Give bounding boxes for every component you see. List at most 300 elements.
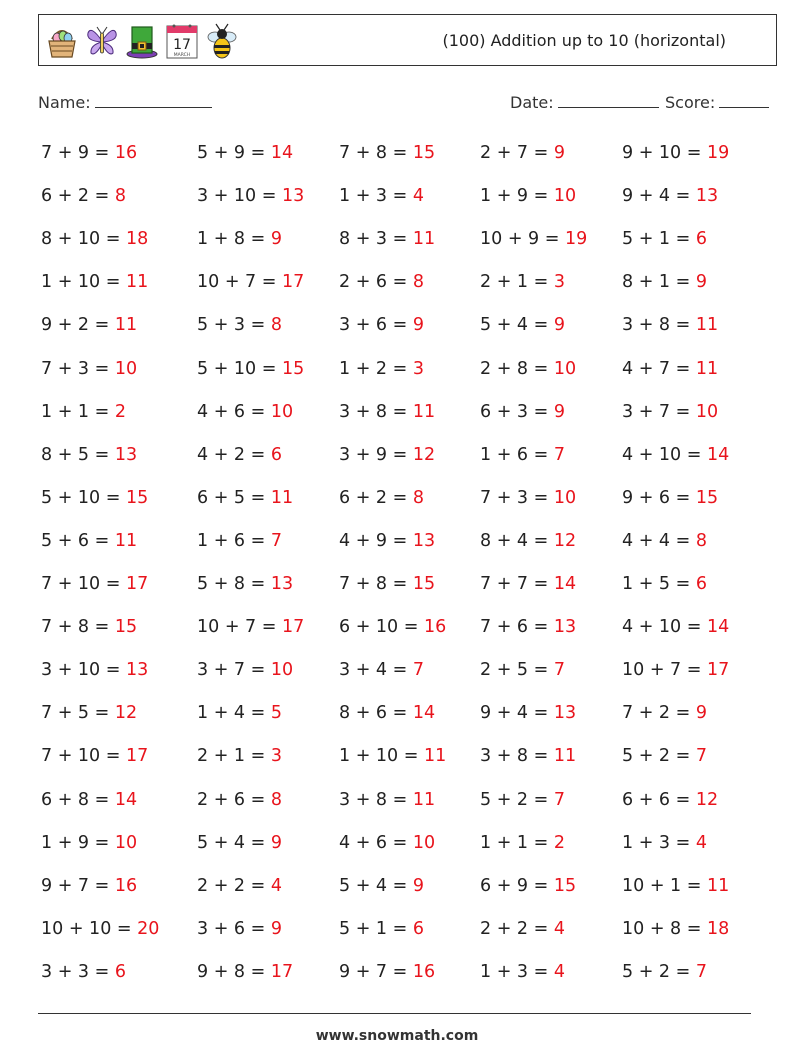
problem-answer: 15 bbox=[114, 617, 138, 638]
problem-answer: 8 bbox=[270, 315, 283, 336]
problem-answer: 4 bbox=[412, 186, 425, 207]
problem-answer: 9 bbox=[270, 832, 283, 853]
problem-answer: 16 bbox=[114, 875, 138, 896]
problem-question: 8 + 10 = bbox=[41, 229, 121, 250]
problem-question: 1 + 3 = bbox=[622, 832, 691, 853]
problem-answer: 14 bbox=[114, 789, 138, 810]
problem-item bbox=[622, 660, 729, 680]
problem-item bbox=[480, 143, 565, 163]
problem-question: 3 + 7 = bbox=[197, 660, 266, 681]
problem-answer: 10 bbox=[553, 186, 577, 207]
problem-item bbox=[480, 488, 576, 508]
problem-item bbox=[339, 488, 424, 508]
problem-item bbox=[197, 445, 282, 465]
problem-answer: 16 bbox=[424, 617, 447, 638]
problem-question: 5 + 1 = bbox=[622, 229, 691, 250]
problem-answer: 13 bbox=[270, 574, 294, 594]
problem-item bbox=[41, 703, 137, 723]
problem-question: 7 + 10 = bbox=[41, 574, 121, 594]
problem-item bbox=[622, 445, 729, 465]
name-label: Name: bbox=[38, 93, 91, 112]
problem-answer: 15 bbox=[282, 358, 305, 379]
problem-answer: 7 bbox=[412, 660, 425, 681]
problem-question: 3 + 8 = bbox=[339, 401, 408, 422]
problem-item bbox=[480, 229, 587, 249]
problem-answer: 13 bbox=[553, 617, 577, 638]
easter-basket-icon bbox=[45, 21, 79, 61]
leprechaun-hat-icon bbox=[125, 21, 159, 61]
problem-answer: 3 bbox=[270, 746, 283, 767]
problem-answer: 13 bbox=[695, 186, 719, 207]
problem-item bbox=[622, 315, 718, 335]
problem-answer: 18 bbox=[126, 229, 149, 250]
problem-answer: 11 bbox=[114, 315, 138, 336]
problem-item bbox=[480, 574, 576, 594]
problem-answer: 6 bbox=[270, 444, 283, 465]
problem-answer: 8 bbox=[114, 186, 127, 207]
problem-answer: 10 bbox=[270, 660, 294, 681]
problem-answer: 11 bbox=[553, 746, 577, 767]
problem-question: 5 + 10 = bbox=[41, 487, 121, 508]
problem-item bbox=[41, 574, 148, 594]
problem-answer: 13 bbox=[412, 530, 436, 551]
problem-item bbox=[339, 919, 424, 939]
problem-answer: 17 bbox=[270, 961, 294, 982]
problem-item bbox=[480, 272, 565, 292]
problem-answer: 17 bbox=[282, 617, 305, 638]
problem-answer: 11 bbox=[707, 875, 730, 896]
problem-item bbox=[197, 833, 282, 853]
problem-answer: 15 bbox=[126, 487, 149, 508]
problem-question: 8 + 6 = bbox=[339, 703, 408, 724]
problem-item bbox=[41, 876, 137, 896]
header-icons bbox=[45, 21, 239, 61]
problem-answer: 10 bbox=[553, 358, 577, 379]
problem-item bbox=[339, 790, 435, 810]
problem-question: 1 + 9 = bbox=[41, 832, 110, 853]
problem-answer: 8 bbox=[695, 530, 708, 551]
problem-question: 2 + 2 = bbox=[480, 918, 549, 939]
problem-item bbox=[622, 617, 729, 637]
problem-item bbox=[622, 833, 707, 853]
problem-answer: 3 bbox=[553, 272, 566, 293]
problem-question: 3 + 3 = bbox=[41, 961, 110, 982]
calendar-icon bbox=[165, 21, 199, 61]
problem-question: 3 + 8 = bbox=[480, 746, 549, 767]
problem-item bbox=[339, 445, 435, 465]
problem-item bbox=[622, 143, 729, 163]
problem-item bbox=[41, 660, 148, 680]
problem-question: 4 + 10 = bbox=[622, 444, 702, 465]
problem-item bbox=[41, 617, 137, 637]
name-blank-line[interactable] bbox=[95, 92, 212, 108]
problem-item bbox=[480, 531, 576, 551]
date-label: Date: bbox=[510, 93, 554, 112]
problem-answer: 10 bbox=[412, 832, 436, 853]
problem-item bbox=[339, 617, 446, 637]
problem-question: 5 + 3 = bbox=[197, 315, 266, 336]
problem-answer: 6 bbox=[114, 961, 127, 982]
problem-question: 6 + 2 = bbox=[41, 186, 110, 207]
problem-question: 10 + 1 = bbox=[622, 875, 702, 896]
problem-item bbox=[480, 660, 565, 680]
problem-question: 1 + 10 = bbox=[339, 746, 419, 767]
problem-question: 5 + 1 = bbox=[339, 918, 408, 939]
problem-question: 7 + 8 = bbox=[339, 143, 408, 163]
problem-item bbox=[41, 186, 126, 206]
problem-question: 2 + 5 = bbox=[480, 660, 549, 681]
problem-item bbox=[480, 876, 576, 896]
problem-answer: 9 bbox=[695, 703, 708, 724]
problem-answer: 20 bbox=[137, 918, 160, 939]
problem-question: 6 + 9 = bbox=[480, 875, 549, 896]
problem-question: 1 + 5 = bbox=[622, 574, 691, 594]
problem-question: 7 + 8 = bbox=[339, 574, 408, 594]
problem-item bbox=[622, 703, 707, 723]
problem-answer: 12 bbox=[553, 530, 577, 551]
problem-question: 1 + 3 = bbox=[339, 186, 408, 207]
problem-answer: 7 bbox=[553, 444, 566, 465]
problem-question: 10 + 8 = bbox=[622, 918, 702, 939]
problem-item bbox=[197, 919, 282, 939]
problem-item bbox=[480, 919, 565, 939]
problem-question: 3 + 7 = bbox=[622, 401, 691, 422]
problem-answer: 12 bbox=[412, 444, 436, 465]
problem-question: 10 + 9 = bbox=[480, 229, 560, 250]
problem-item bbox=[622, 229, 707, 249]
problem-answer: 10 bbox=[270, 401, 294, 422]
problem-question: 6 + 3 = bbox=[480, 401, 549, 422]
problem-answer: 9 bbox=[553, 143, 566, 163]
problem-item bbox=[197, 617, 304, 637]
problem-item bbox=[622, 272, 707, 292]
problem-question: 9 + 6 = bbox=[622, 487, 691, 508]
name-field[interactable] bbox=[38, 92, 212, 112]
problem-question: 5 + 9 = bbox=[197, 143, 266, 163]
problem-question: 9 + 4 = bbox=[480, 703, 549, 724]
problem-question: 2 + 1 = bbox=[197, 746, 266, 767]
problem-question: 5 + 4 = bbox=[480, 315, 549, 336]
problem-answer: 13 bbox=[282, 186, 305, 207]
problem-question: 3 + 10 = bbox=[197, 186, 277, 207]
problem-answer: 7 bbox=[695, 961, 708, 982]
problem-question: 10 + 10 = bbox=[41, 918, 132, 939]
calendar-day: 17 bbox=[173, 37, 191, 53]
problem-answer: 14 bbox=[270, 143, 294, 163]
problem-answer: 14 bbox=[553, 574, 577, 594]
problem-answer: 4 bbox=[695, 832, 708, 853]
problem-question: 4 + 4 = bbox=[622, 530, 691, 551]
problem-question: 8 + 4 = bbox=[480, 530, 549, 551]
problem-question: 7 + 3 = bbox=[41, 358, 110, 379]
problem-question: 5 + 4 = bbox=[197, 832, 266, 853]
problem-item bbox=[339, 703, 435, 723]
problem-question: 9 + 7 = bbox=[41, 875, 110, 896]
problem-answer: 4 bbox=[553, 961, 566, 982]
problem-answer: 7 bbox=[553, 660, 566, 681]
problem-answer: 11 bbox=[114, 530, 138, 551]
problem-item bbox=[197, 186, 304, 206]
problem-question: 9 + 10 = bbox=[622, 143, 702, 163]
problem-answer: 14 bbox=[707, 617, 730, 638]
problem-question: 7 + 10 = bbox=[41, 746, 121, 767]
problem-question: 1 + 6 = bbox=[480, 444, 549, 465]
problem-answer: 17 bbox=[707, 660, 730, 681]
problem-question: 1 + 9 = bbox=[480, 186, 549, 207]
problem-question: 9 + 7 = bbox=[339, 961, 408, 982]
problem-item bbox=[41, 833, 137, 853]
problem-item bbox=[339, 962, 435, 982]
problem-question: 4 + 6 = bbox=[197, 401, 266, 422]
problem-answer: 13 bbox=[114, 444, 138, 465]
problem-question: 5 + 2 = bbox=[480, 789, 549, 810]
problem-item bbox=[339, 531, 435, 551]
problem-item bbox=[480, 617, 576, 637]
problem-item bbox=[41, 143, 137, 163]
problem-answer: 2 bbox=[114, 401, 127, 422]
problem-question: 7 + 3 = bbox=[480, 487, 549, 508]
problem-answer: 17 bbox=[282, 272, 305, 293]
problem-question: 5 + 2 = bbox=[622, 961, 691, 982]
problem-answer: 17 bbox=[126, 574, 149, 594]
problem-item bbox=[622, 876, 729, 896]
problem-question: 7 + 9 = bbox=[41, 143, 110, 163]
butterfly-icon bbox=[85, 21, 119, 61]
problem-question: 6 + 8 = bbox=[41, 789, 110, 810]
problem-question: 4 + 7 = bbox=[622, 358, 691, 379]
problem-item bbox=[197, 531, 282, 551]
problem-item bbox=[339, 402, 435, 422]
problem-item bbox=[197, 143, 293, 163]
problem-answer: 12 bbox=[114, 703, 138, 724]
problem-item bbox=[41, 359, 137, 379]
problem-answer: 17 bbox=[126, 746, 149, 767]
problem-question: 5 + 2 = bbox=[622, 746, 691, 767]
problem-answer: 11 bbox=[412, 229, 436, 250]
problem-question: 3 + 6 = bbox=[197, 918, 266, 939]
problem-answer: 13 bbox=[553, 703, 577, 724]
problem-item bbox=[480, 359, 576, 379]
problem-answer: 9 bbox=[412, 315, 425, 336]
problem-answer: 15 bbox=[412, 143, 436, 163]
problem-item bbox=[197, 703, 282, 723]
footer-divider bbox=[38, 1013, 751, 1014]
problem-item bbox=[197, 574, 293, 594]
problem-item bbox=[622, 962, 707, 982]
problem-question: 7 + 7 = bbox=[480, 574, 549, 594]
footer-url: www.snowmath.com bbox=[315, 1028, 479, 1044]
problem-answer: 15 bbox=[695, 487, 719, 508]
problem-answer: 19 bbox=[707, 143, 730, 163]
problem-question: 10 + 7 = bbox=[197, 272, 277, 293]
problem-question: 9 + 4 = bbox=[622, 186, 691, 207]
problem-question: 6 + 6 = bbox=[622, 789, 691, 810]
problem-question: 1 + 1 = bbox=[480, 832, 549, 853]
problem-item bbox=[339, 574, 435, 594]
problem-answer: 11 bbox=[412, 789, 436, 810]
problem-item bbox=[41, 229, 148, 249]
problem-answer: 10 bbox=[695, 401, 719, 422]
problem-question: 2 + 6 = bbox=[197, 789, 266, 810]
problem-answer: 8 bbox=[270, 789, 283, 810]
problem-question: 4 + 10 = bbox=[622, 617, 702, 638]
problem-item bbox=[41, 962, 126, 982]
problem-question: 1 + 4 = bbox=[197, 703, 266, 724]
problem-question: 3 + 8 = bbox=[339, 789, 408, 810]
problem-item bbox=[41, 402, 126, 422]
problem-answer: 9 bbox=[270, 918, 283, 939]
score-field[interactable] bbox=[665, 92, 769, 112]
problem-item bbox=[339, 359, 424, 379]
bee-icon bbox=[205, 21, 239, 61]
problem-question: 7 + 8 = bbox=[41, 617, 110, 638]
problem-question: 4 + 6 = bbox=[339, 832, 408, 853]
problem-item bbox=[339, 315, 424, 335]
problem-item bbox=[480, 402, 565, 422]
problem-item bbox=[197, 359, 304, 379]
problem-answer: 11 bbox=[695, 358, 719, 379]
problem-answer: 11 bbox=[424, 746, 447, 767]
problem-item bbox=[339, 833, 435, 853]
problem-item bbox=[197, 402, 293, 422]
problem-answer: 15 bbox=[553, 875, 577, 896]
problem-question: 6 + 2 = bbox=[339, 487, 408, 508]
problem-item bbox=[339, 143, 435, 163]
problem-item bbox=[622, 488, 718, 508]
problem-item bbox=[41, 531, 137, 551]
problem-question: 1 + 10 = bbox=[41, 272, 121, 293]
problem-question: 10 + 7 = bbox=[622, 660, 702, 681]
problem-question: 2 + 8 = bbox=[480, 358, 549, 379]
problem-answer: 14 bbox=[412, 703, 436, 724]
problem-item bbox=[41, 445, 137, 465]
problem-item bbox=[339, 746, 446, 766]
problem-item bbox=[41, 746, 148, 766]
score-blank-line[interactable] bbox=[719, 92, 769, 108]
problem-question: 3 + 8 = bbox=[622, 315, 691, 336]
problem-answer: 8 bbox=[412, 487, 425, 508]
problem-question: 4 + 9 = bbox=[339, 530, 408, 551]
problem-item bbox=[622, 359, 718, 379]
problem-question: 5 + 4 = bbox=[339, 875, 408, 896]
problem-answer: 10 bbox=[114, 358, 138, 379]
problem-answer: 3 bbox=[412, 358, 425, 379]
worksheet-header bbox=[38, 14, 777, 66]
problem-item bbox=[480, 790, 565, 810]
problem-item bbox=[41, 790, 137, 810]
problem-answer: 11 bbox=[126, 272, 149, 293]
problem-question: 2 + 2 = bbox=[197, 875, 266, 896]
problem-item bbox=[339, 229, 435, 249]
problem-question: 10 + 7 = bbox=[197, 617, 277, 638]
problem-answer: 4 bbox=[270, 875, 283, 896]
problem-item bbox=[197, 746, 282, 766]
problem-answer: 16 bbox=[412, 961, 436, 982]
problem-answer: 7 bbox=[553, 789, 566, 810]
problem-question: 8 + 3 = bbox=[339, 229, 408, 250]
problem-question: 7 + 6 = bbox=[480, 617, 549, 638]
problem-question: 7 + 5 = bbox=[41, 703, 110, 724]
score-label: Score: bbox=[665, 93, 716, 112]
problem-item bbox=[622, 402, 718, 422]
problem-item bbox=[197, 488, 293, 508]
problem-answer: 8 bbox=[412, 272, 425, 293]
problem-answer: 6 bbox=[695, 574, 708, 594]
problem-answer: 2 bbox=[553, 832, 566, 853]
problem-question: 9 + 8 = bbox=[197, 961, 266, 982]
problem-question: 5 + 10 = bbox=[197, 358, 277, 379]
problem-item bbox=[41, 272, 148, 292]
problem-item bbox=[41, 315, 137, 335]
calendar-month: MARCH bbox=[173, 53, 191, 58]
problem-question: 1 + 8 = bbox=[197, 229, 266, 250]
problem-answer: 7 bbox=[695, 746, 708, 767]
problem-question: 3 + 10 = bbox=[41, 660, 121, 681]
problem-question: 1 + 1 = bbox=[41, 401, 110, 422]
worksheet-title: (100) Addition up to 10 (horizontal) bbox=[442, 31, 726, 50]
problem-answer: 7 bbox=[270, 530, 283, 551]
problem-item bbox=[480, 315, 565, 335]
problem-answer: 11 bbox=[412, 401, 436, 422]
problem-answer: 9 bbox=[553, 315, 566, 336]
problem-answer: 12 bbox=[695, 789, 719, 810]
problem-item bbox=[197, 315, 282, 335]
problem-item bbox=[339, 876, 424, 896]
problem-question: 9 + 2 = bbox=[41, 315, 110, 336]
problem-question: 8 + 5 = bbox=[41, 444, 110, 465]
problem-question: 3 + 4 = bbox=[339, 660, 408, 681]
problem-answer: 4 bbox=[553, 918, 566, 939]
problem-answer: 5 bbox=[270, 703, 283, 724]
problem-question: 6 + 10 = bbox=[339, 617, 419, 638]
problem-item bbox=[480, 746, 576, 766]
problem-item bbox=[197, 272, 304, 292]
problem-item bbox=[622, 186, 718, 206]
problem-answer: 6 bbox=[412, 918, 425, 939]
problem-item bbox=[197, 229, 282, 249]
problem-item bbox=[480, 962, 565, 982]
problem-question: 7 + 2 = bbox=[622, 703, 691, 724]
problem-question: 1 + 2 = bbox=[339, 358, 408, 379]
problem-answer: 9 bbox=[270, 229, 283, 250]
problem-answer: 9 bbox=[553, 401, 566, 422]
problem-item bbox=[197, 790, 282, 810]
problem-question: 4 + 2 = bbox=[197, 444, 266, 465]
problem-answer: 11 bbox=[695, 315, 719, 336]
problem-item bbox=[480, 445, 565, 465]
problem-question: 1 + 6 = bbox=[197, 530, 266, 551]
problem-question: 6 + 5 = bbox=[197, 487, 266, 508]
problem-answer: 16 bbox=[114, 143, 138, 163]
problem-answer: 14 bbox=[707, 444, 730, 465]
problem-answer: 9 bbox=[412, 875, 425, 896]
problem-item bbox=[622, 746, 707, 766]
problem-answer: 9 bbox=[695, 272, 708, 293]
problem-answer: 11 bbox=[270, 487, 294, 508]
problem-item bbox=[480, 186, 576, 206]
problem-item bbox=[480, 703, 576, 723]
date-blank-line[interactable] bbox=[558, 92, 659, 108]
problem-answer: 13 bbox=[126, 660, 149, 681]
problem-question: 2 + 6 = bbox=[339, 272, 408, 293]
problem-question: 5 + 8 = bbox=[197, 574, 266, 594]
problem-item bbox=[339, 272, 424, 292]
problem-question: 2 + 7 = bbox=[480, 143, 549, 163]
date-field[interactable] bbox=[510, 92, 659, 112]
problem-item bbox=[622, 531, 707, 551]
problem-item bbox=[622, 574, 707, 594]
problem-item bbox=[197, 876, 282, 896]
